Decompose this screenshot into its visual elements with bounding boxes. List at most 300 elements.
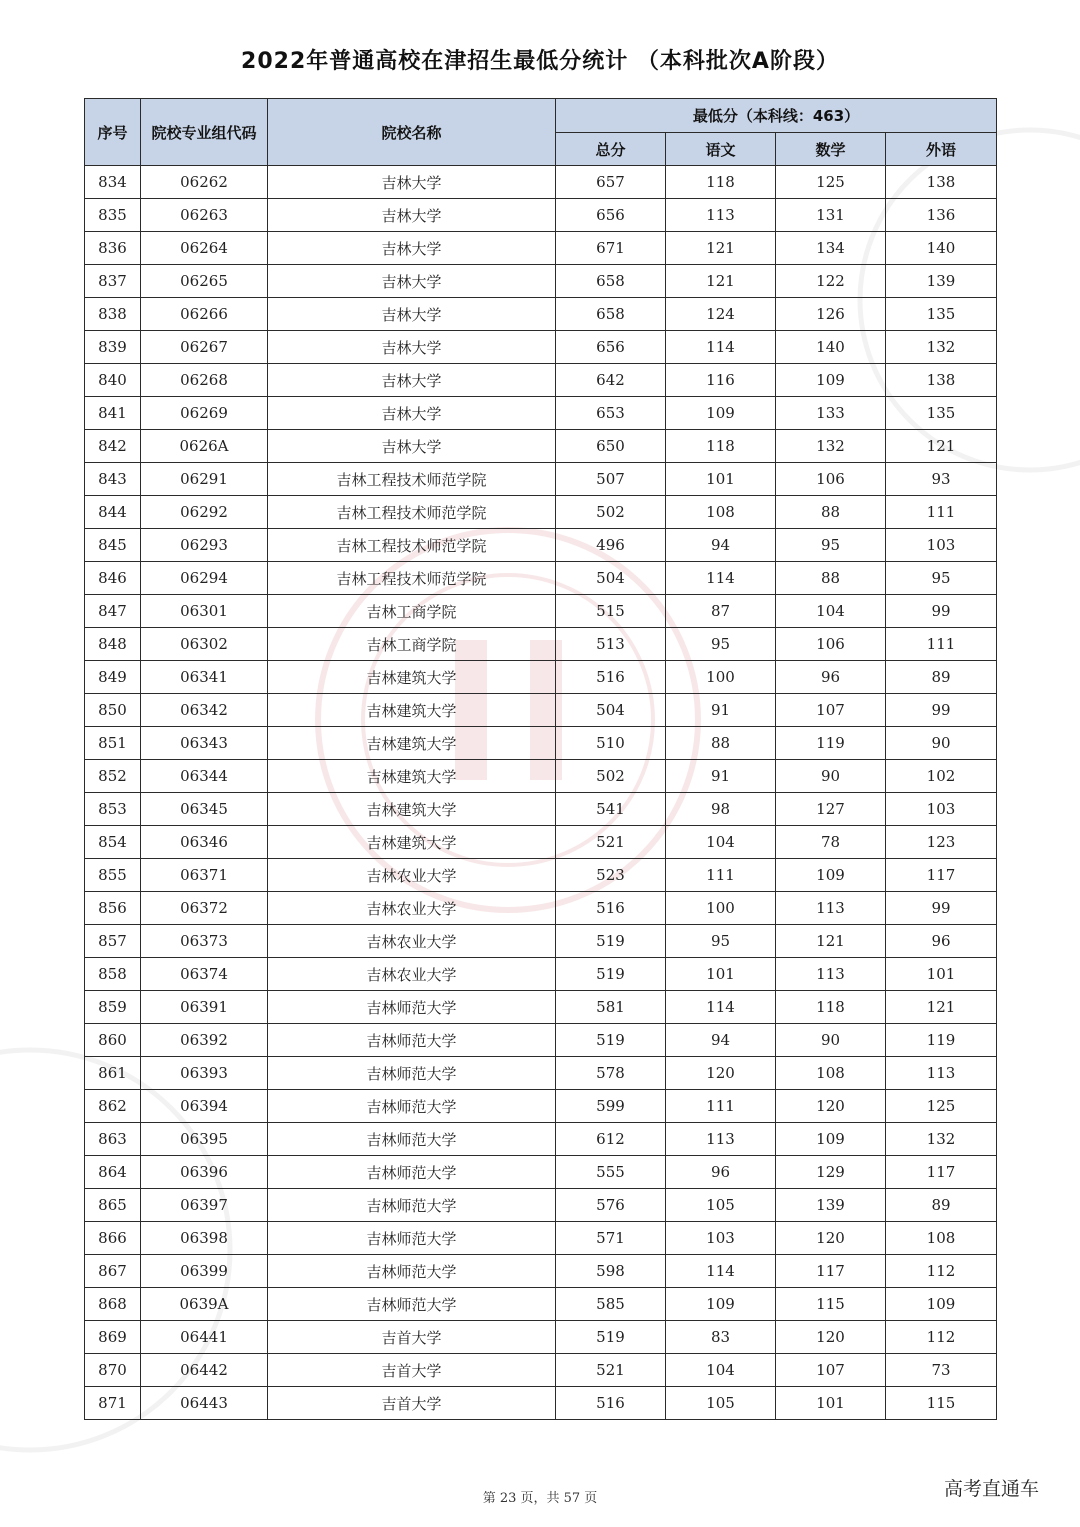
page-number: 第 23 页，共 57 页 — [482, 1491, 598, 1506]
table-row — [85, 991, 997, 1024]
row-total: 571 — [556, 1222, 666, 1255]
row-chinese: 91 — [666, 694, 776, 727]
row-code: 06395 — [141, 1123, 268, 1156]
row-school-name: 吉林农业大学 — [268, 892, 556, 925]
row-math: 129 — [776, 1156, 886, 1189]
table-row — [85, 1156, 997, 1189]
row-math: 109 — [776, 1123, 886, 1156]
table-row — [85, 1321, 997, 1354]
row-foreign: 136 — [886, 199, 997, 232]
row-total: 502 — [556, 496, 666, 529]
table-row — [85, 1123, 997, 1156]
row-foreign: 119 — [886, 1024, 997, 1057]
row-seq: 845 — [85, 529, 141, 562]
row-seq: 853 — [85, 793, 141, 826]
row-math: 126 — [776, 298, 886, 331]
row-total: 581 — [556, 991, 666, 1024]
row-seq: 851 — [85, 727, 141, 760]
row-total: 507 — [556, 463, 666, 496]
row-math: 120 — [776, 1090, 886, 1123]
row-school-name: 吉林师范大学 — [268, 1123, 556, 1156]
row-foreign: 121 — [886, 430, 997, 463]
row-seq: 842 — [85, 430, 141, 463]
row-math: 90 — [776, 1024, 886, 1057]
row-school-name: 吉首大学 — [268, 1321, 556, 1354]
row-foreign: 111 — [886, 628, 997, 661]
row-school-name: 吉林工商学院 — [268, 628, 556, 661]
row-seq: 865 — [85, 1189, 141, 1222]
row-seq: 866 — [85, 1222, 141, 1255]
row-school-name: 吉林师范大学 — [268, 1288, 556, 1321]
row-school-name: 吉林建筑大学 — [268, 727, 556, 760]
row-seq: 837 — [85, 265, 141, 298]
row-chinese: 114 — [666, 331, 776, 364]
row-chinese: 98 — [666, 793, 776, 826]
row-school-name: 吉林工程技术师范学院 — [268, 529, 556, 562]
row-code: 06342 — [141, 694, 268, 727]
table-row — [85, 925, 997, 958]
row-foreign: 113 — [886, 1057, 997, 1090]
table-row — [85, 1222, 997, 1255]
row-chinese: 105 — [666, 1189, 776, 1222]
row-math: 115 — [776, 1288, 886, 1321]
row-seq: 869 — [85, 1321, 141, 1354]
table-row — [85, 430, 997, 463]
row-total: 612 — [556, 1123, 666, 1156]
row-total: 656 — [556, 199, 666, 232]
row-code: 06264 — [141, 232, 268, 265]
row-seq: 868 — [85, 1288, 141, 1321]
row-foreign: 109 — [886, 1288, 997, 1321]
row-school-name: 吉林师范大学 — [268, 991, 556, 1024]
row-foreign: 99 — [886, 694, 997, 727]
row-math: 120 — [776, 1222, 886, 1255]
row-seq: 839 — [85, 331, 141, 364]
row-chinese: 100 — [666, 892, 776, 925]
row-foreign: 102 — [886, 760, 997, 793]
row-code: 06397 — [141, 1189, 268, 1222]
row-code: 06265 — [141, 265, 268, 298]
row-seq: 838 — [85, 298, 141, 331]
row-seq: 857 — [85, 925, 141, 958]
table-row — [85, 496, 997, 529]
row-school-name: 吉林大学 — [268, 430, 556, 463]
row-chinese: 120 — [666, 1057, 776, 1090]
row-seq: 864 — [85, 1156, 141, 1189]
row-chinese: 94 — [666, 1024, 776, 1057]
header-total: 总分 — [556, 133, 666, 166]
row-school-name: 吉林建筑大学 — [268, 760, 556, 793]
table-row — [85, 694, 997, 727]
table-row — [85, 727, 997, 760]
table-row — [85, 199, 997, 232]
row-seq: 859 — [85, 991, 141, 1024]
row-total: 658 — [556, 298, 666, 331]
row-school-name: 吉林大学 — [268, 364, 556, 397]
row-total: 502 — [556, 760, 666, 793]
table-row — [85, 892, 997, 925]
table-row — [85, 232, 997, 265]
row-total: 650 — [556, 430, 666, 463]
row-chinese: 118 — [666, 166, 776, 199]
row-chinese: 100 — [666, 661, 776, 694]
row-school-name: 吉林大学 — [268, 166, 556, 199]
row-chinese: 114 — [666, 562, 776, 595]
table-row — [85, 1189, 997, 1222]
header-school-name: 院校名称 — [268, 99, 556, 166]
row-math: 140 — [776, 331, 886, 364]
row-total: 671 — [556, 232, 666, 265]
row-school-name: 吉林师范大学 — [268, 1222, 556, 1255]
table-row — [85, 331, 997, 364]
row-total: 658 — [556, 265, 666, 298]
min-score-table — [84, 98, 997, 1420]
row-chinese: 124 — [666, 298, 776, 331]
row-chinese: 91 — [666, 760, 776, 793]
row-foreign: 135 — [886, 298, 997, 331]
row-code: 06441 — [141, 1321, 268, 1354]
row-foreign: 90 — [886, 727, 997, 760]
row-math: 119 — [776, 727, 886, 760]
row-total: 599 — [556, 1090, 666, 1123]
row-seq: 844 — [85, 496, 141, 529]
row-seq: 870 — [85, 1354, 141, 1387]
row-school-name: 吉首大学 — [268, 1387, 556, 1420]
row-total: 657 — [556, 166, 666, 199]
table-row — [85, 562, 997, 595]
row-total: 541 — [556, 793, 666, 826]
row-code: 06442 — [141, 1354, 268, 1387]
row-total: 516 — [556, 661, 666, 694]
row-code: 06373 — [141, 925, 268, 958]
row-code: 06291 — [141, 463, 268, 496]
row-math: 113 — [776, 892, 886, 925]
row-chinese: 104 — [666, 826, 776, 859]
row-total: 504 — [556, 562, 666, 595]
row-chinese: 101 — [666, 463, 776, 496]
row-total: 521 — [556, 1354, 666, 1387]
row-code: 06266 — [141, 298, 268, 331]
row-code: 06346 — [141, 826, 268, 859]
row-school-name: 吉林师范大学 — [268, 1057, 556, 1090]
row-school-name: 吉林建筑大学 — [268, 826, 556, 859]
row-seq: 867 — [85, 1255, 141, 1288]
table-row — [85, 1255, 997, 1288]
row-total: 515 — [556, 595, 666, 628]
row-school-name: 吉林工程技术师范学院 — [268, 562, 556, 595]
row-code: 06263 — [141, 199, 268, 232]
row-code: 06267 — [141, 331, 268, 364]
row-chinese: 96 — [666, 1156, 776, 1189]
row-school-name: 吉林师范大学 — [268, 1024, 556, 1057]
table-row — [85, 463, 997, 496]
row-total: 653 — [556, 397, 666, 430]
row-chinese: 109 — [666, 1288, 776, 1321]
row-seq: 835 — [85, 199, 141, 232]
header-min-score-group: 最低分（本科线：463） — [556, 99, 997, 133]
table-row — [85, 397, 997, 430]
row-chinese: 103 — [666, 1222, 776, 1255]
page-title: 2022年普通高校在津招生最低分统计 （本科批次A阶段） — [241, 49, 839, 74]
row-code: 06371 — [141, 859, 268, 892]
table-row — [85, 364, 997, 397]
row-chinese: 111 — [666, 1090, 776, 1123]
row-math: 78 — [776, 826, 886, 859]
row-school-name: 吉林师范大学 — [268, 1156, 556, 1189]
row-total: 519 — [556, 1024, 666, 1057]
table-row — [85, 166, 997, 199]
row-code: 06443 — [141, 1387, 268, 1420]
row-seq: 858 — [85, 958, 141, 991]
row-seq: 860 — [85, 1024, 141, 1057]
row-code: 06345 — [141, 793, 268, 826]
row-math: 96 — [776, 661, 886, 694]
row-school-name: 吉首大学 — [268, 1354, 556, 1387]
row-chinese: 118 — [666, 430, 776, 463]
row-total: 504 — [556, 694, 666, 727]
table-row — [85, 760, 997, 793]
row-math: 109 — [776, 859, 886, 892]
row-chinese: 104 — [666, 1354, 776, 1387]
row-total: 576 — [556, 1189, 666, 1222]
row-foreign: 99 — [886, 595, 997, 628]
row-foreign: 93 — [886, 463, 997, 496]
row-code: 06268 — [141, 364, 268, 397]
row-school-name: 吉林建筑大学 — [268, 694, 556, 727]
row-foreign: 95 — [886, 562, 997, 595]
row-code: 0639A — [141, 1288, 268, 1321]
row-foreign: 96 — [886, 925, 997, 958]
row-code: 06343 — [141, 727, 268, 760]
row-total: 516 — [556, 892, 666, 925]
row-foreign: 138 — [886, 364, 997, 397]
row-code: 06392 — [141, 1024, 268, 1057]
row-foreign: 123 — [886, 826, 997, 859]
row-math: 127 — [776, 793, 886, 826]
table-row — [85, 1090, 997, 1123]
row-code: 06341 — [141, 661, 268, 694]
row-math: 101 — [776, 1387, 886, 1420]
row-seq: 863 — [85, 1123, 141, 1156]
table-row — [85, 1024, 997, 1057]
row-math: 108 — [776, 1057, 886, 1090]
row-code: 06269 — [141, 397, 268, 430]
row-school-name: 吉林大学 — [268, 199, 556, 232]
row-school-name: 吉林农业大学 — [268, 859, 556, 892]
row-seq: 847 — [85, 595, 141, 628]
row-chinese: 109 — [666, 397, 776, 430]
row-total: 656 — [556, 331, 666, 364]
row-foreign: 73 — [886, 1354, 997, 1387]
row-math: 113 — [776, 958, 886, 991]
row-foreign: 108 — [886, 1222, 997, 1255]
row-foreign: 117 — [886, 1156, 997, 1189]
table-row — [85, 265, 997, 298]
row-code: 06394 — [141, 1090, 268, 1123]
row-chinese: 113 — [666, 1123, 776, 1156]
row-school-name: 吉林师范大学 — [268, 1090, 556, 1123]
table-row — [85, 1057, 997, 1090]
row-school-name: 吉林农业大学 — [268, 958, 556, 991]
row-code: 06302 — [141, 628, 268, 661]
row-chinese: 105 — [666, 1387, 776, 1420]
table-row — [85, 529, 997, 562]
row-math: 109 — [776, 364, 886, 397]
row-foreign: 140 — [886, 232, 997, 265]
row-total: 578 — [556, 1057, 666, 1090]
row-math: 88 — [776, 496, 886, 529]
row-chinese: 94 — [666, 529, 776, 562]
row-school-name: 吉林师范大学 — [268, 1255, 556, 1288]
row-chinese: 108 — [666, 496, 776, 529]
row-code: 0626A — [141, 430, 268, 463]
row-math: 106 — [776, 463, 886, 496]
row-foreign: 117 — [886, 859, 997, 892]
brand-label: 高考直通车 — [944, 1478, 1040, 1500]
row-math: 134 — [776, 232, 886, 265]
row-foreign: 99 — [886, 892, 997, 925]
row-chinese: 121 — [666, 232, 776, 265]
row-seq: 855 — [85, 859, 141, 892]
row-foreign: 103 — [886, 529, 997, 562]
row-code: 06399 — [141, 1255, 268, 1288]
row-math: 122 — [776, 265, 886, 298]
row-seq: 849 — [85, 661, 141, 694]
table-row — [85, 859, 997, 892]
row-seq: 871 — [85, 1387, 141, 1420]
row-math: 107 — [776, 694, 886, 727]
row-total: 521 — [556, 826, 666, 859]
row-chinese: 116 — [666, 364, 776, 397]
row-foreign: 125 — [886, 1090, 997, 1123]
row-total: 496 — [556, 529, 666, 562]
row-chinese: 114 — [666, 1255, 776, 1288]
row-total: 642 — [556, 364, 666, 397]
row-foreign: 89 — [886, 661, 997, 694]
row-code: 06293 — [141, 529, 268, 562]
row-chinese: 114 — [666, 991, 776, 1024]
row-seq: 834 — [85, 166, 141, 199]
table-row — [85, 1354, 997, 1387]
row-math: 121 — [776, 925, 886, 958]
row-code: 06391 — [141, 991, 268, 1024]
row-math: 132 — [776, 430, 886, 463]
row-total: 585 — [556, 1288, 666, 1321]
row-foreign: 138 — [886, 166, 997, 199]
row-chinese: 95 — [666, 925, 776, 958]
table-row — [85, 628, 997, 661]
header-foreign: 外语 — [886, 133, 997, 166]
row-foreign: 111 — [886, 496, 997, 529]
row-total: 555 — [556, 1156, 666, 1189]
row-code: 06262 — [141, 166, 268, 199]
row-foreign: 89 — [886, 1189, 997, 1222]
row-school-name: 吉林师范大学 — [268, 1189, 556, 1222]
row-school-name: 吉林工程技术师范学院 — [268, 496, 556, 529]
row-seq: 843 — [85, 463, 141, 496]
row-seq: 852 — [85, 760, 141, 793]
row-total: 519 — [556, 958, 666, 991]
table-row — [85, 1387, 997, 1420]
row-math: 120 — [776, 1321, 886, 1354]
header-chinese: 语文 — [666, 133, 776, 166]
row-seq: 848 — [85, 628, 141, 661]
row-total: 519 — [556, 1321, 666, 1354]
row-code: 06301 — [141, 595, 268, 628]
row-foreign: 101 — [886, 958, 997, 991]
row-foreign: 115 — [886, 1387, 997, 1420]
row-math: 104 — [776, 595, 886, 628]
row-school-name: 吉林大学 — [268, 298, 556, 331]
row-chinese: 88 — [666, 727, 776, 760]
row-foreign: 112 — [886, 1255, 997, 1288]
row-seq: 856 — [85, 892, 141, 925]
row-math: 133 — [776, 397, 886, 430]
row-total: 516 — [556, 1387, 666, 1420]
row-code: 06396 — [141, 1156, 268, 1189]
row-code: 06344 — [141, 760, 268, 793]
row-chinese: 101 — [666, 958, 776, 991]
row-school-name: 吉林农业大学 — [268, 925, 556, 958]
row-math: 106 — [776, 628, 886, 661]
row-seq: 861 — [85, 1057, 141, 1090]
row-math: 107 — [776, 1354, 886, 1387]
row-math: 90 — [776, 760, 886, 793]
row-foreign: 103 — [886, 793, 997, 826]
row-seq: 846 — [85, 562, 141, 595]
row-total: 519 — [556, 925, 666, 958]
row-school-name: 吉林大学 — [268, 397, 556, 430]
row-foreign: 112 — [886, 1321, 997, 1354]
table-row — [85, 826, 997, 859]
row-chinese: 111 — [666, 859, 776, 892]
row-school-name: 吉林建筑大学 — [268, 661, 556, 694]
row-seq: 862 — [85, 1090, 141, 1123]
row-school-name: 吉林大学 — [268, 331, 556, 364]
row-total: 523 — [556, 859, 666, 892]
row-school-name: 吉林大学 — [268, 232, 556, 265]
row-seq: 840 — [85, 364, 141, 397]
table-row — [85, 1288, 997, 1321]
row-chinese: 87 — [666, 595, 776, 628]
row-seq: 854 — [85, 826, 141, 859]
row-math: 139 — [776, 1189, 886, 1222]
row-total: 598 — [556, 1255, 666, 1288]
row-math: 125 — [776, 166, 886, 199]
table-row — [85, 958, 997, 991]
row-code: 06294 — [141, 562, 268, 595]
row-foreign: 121 — [886, 991, 997, 1024]
row-foreign: 135 — [886, 397, 997, 430]
row-math: 131 — [776, 199, 886, 232]
row-school-name: 吉林建筑大学 — [268, 793, 556, 826]
row-code: 06398 — [141, 1222, 268, 1255]
row-foreign: 132 — [886, 331, 997, 364]
row-math: 95 — [776, 529, 886, 562]
row-school-name: 吉林工商学院 — [268, 595, 556, 628]
row-foreign: 132 — [886, 1123, 997, 1156]
table-row — [85, 595, 997, 628]
row-math: 117 — [776, 1255, 886, 1288]
header-seq: 序号 — [85, 99, 141, 166]
row-school-name: 吉林大学 — [268, 265, 556, 298]
row-chinese: 121 — [666, 265, 776, 298]
row-foreign: 139 — [886, 265, 997, 298]
row-total: 513 — [556, 628, 666, 661]
row-chinese: 95 — [666, 628, 776, 661]
row-code: 06292 — [141, 496, 268, 529]
header-math: 数学 — [776, 133, 886, 166]
